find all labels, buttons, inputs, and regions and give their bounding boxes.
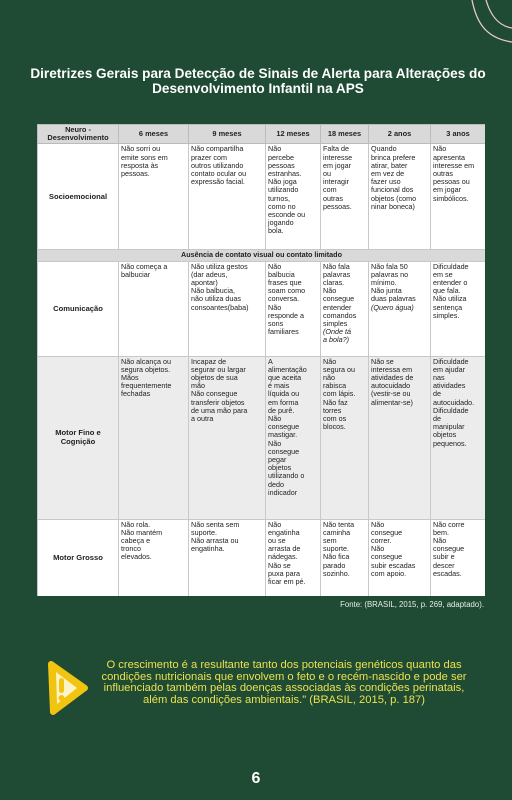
cell-text-line: sozinho.	[323, 568, 350, 578]
cell-text-line: indicador	[268, 487, 298, 497]
table-row-motor-grosso	[38, 519, 486, 596]
cell-text-line: Não balbucia,	[191, 286, 235, 296]
cell-text-line: Mãos	[121, 373, 139, 383]
table-cell	[119, 144, 189, 250]
cell-text-line: subir e	[433, 552, 455, 562]
cell-text-line: prazer com	[191, 152, 227, 162]
cell-text-line: bem.	[433, 527, 449, 537]
table-cell	[266, 261, 321, 356]
cell-text-line: turnos,	[268, 193, 290, 203]
table-cell	[369, 261, 431, 356]
cell-text-line: suporte.	[191, 527, 217, 537]
cell-text-line: tronco	[121, 544, 141, 554]
table-cell	[369, 144, 431, 250]
cell-text-line: emite sons em	[121, 152, 168, 162]
cell-text-line: Não	[268, 302, 282, 312]
cell-text-line: Cognição	[60, 436, 96, 446]
cell-text-line: Não compartilha	[191, 144, 244, 154]
cell-text-line: elevados.	[121, 552, 152, 562]
cell-text-line: ficar em pé.	[268, 577, 306, 587]
table-cell	[321, 261, 369, 356]
cell-text-line: consegue	[323, 294, 355, 304]
cell-text-line: nádegas.	[268, 552, 298, 562]
cell-text-line: não	[323, 373, 335, 383]
cell-text-line: bola.	[268, 226, 284, 236]
table-cell	[431, 519, 486, 596]
cell-text-line: objetos (como	[371, 193, 417, 203]
cell-text-line: autocuidado	[371, 381, 411, 391]
cell-text-line: outras	[323, 193, 343, 203]
cell-text-line: Não tenta	[323, 519, 355, 529]
cell-text-line: ou	[323, 169, 331, 179]
cell-text-line: simples	[323, 319, 348, 329]
cell-text-line: pessoas.	[121, 169, 150, 179]
cell-text-line: dedo	[268, 479, 284, 489]
cell-text-line: interagir	[323, 177, 349, 187]
cell-text-line: alimentar-se)	[371, 397, 413, 407]
cell-text-line: atividades de	[371, 373, 414, 383]
cell-text-line: Não mantém	[121, 527, 163, 537]
cell-text-line: mastigar.	[268, 430, 298, 440]
cell-text-line: apresenta	[433, 152, 465, 162]
cell-text-line: interesse em	[433, 160, 475, 170]
cell-text-line: em forma	[268, 397, 299, 407]
cell-text-line: manipular	[433, 422, 465, 432]
cell-text-line: Não alcança ou	[121, 356, 171, 366]
header-3-anos: 3 anos	[431, 125, 486, 144]
table-cell	[119, 261, 189, 356]
cell-text-line: Neuro -	[65, 126, 91, 134]
cell-text-line: familiares	[268, 327, 299, 337]
cell-text-line: Falta de	[323, 144, 349, 154]
cell-text-line: caminha	[323, 527, 351, 537]
header-12-meses: 12 meses	[266, 125, 321, 144]
source-citation: Fonte: (BRASIL, 2015, p. 269, adaptado).	[340, 600, 484, 609]
cell-text-line: Quando	[371, 144, 397, 154]
cell-text-line: rabisca	[323, 381, 347, 391]
quote-text: O crescimento é a resultante tanto dos potenciais genéticos quanto das condições nutricionais que envolvem o feto e o recém-nascido e pode ser influenciado também pelas doenças associadas às condições perinatais, além das condições ambientais." (BRASIL, 2015, p. 187)	[101, 659, 467, 706]
cell-text-line: suporte.	[323, 544, 349, 554]
table-cell	[189, 144, 266, 250]
table-cell	[266, 519, 321, 596]
cell-text-line: pegar	[268, 455, 287, 465]
cell-text-line: frequentemente	[121, 381, 172, 391]
cell-text-line: balbuciar	[121, 269, 151, 279]
cell-text-line: com lápis.	[323, 389, 356, 399]
cell-text-line: responde a	[268, 310, 304, 320]
cell-text-line: (Onde tá	[323, 327, 351, 337]
cell-text-line: Não	[323, 286, 337, 296]
cell-text-line: (dar adeus,	[191, 269, 228, 279]
cell-text-line: duas palavras	[371, 294, 416, 304]
cell-text-line: Não	[268, 438, 282, 448]
cell-text-line: de	[433, 389, 441, 399]
cell-text-line: Não se	[268, 560, 291, 570]
cell-text-line: pessoas	[268, 160, 295, 170]
table-cell	[189, 356, 266, 519]
cell-text-line: que aceita	[268, 373, 302, 383]
cell-text-line: consegue	[371, 527, 403, 537]
page-title: Diretrizes Gerais para Detecção de Sinais de Alerta para Alterações do Desenvolvimento Infantil na APS	[30, 66, 486, 96]
cell-text-line: frases que	[268, 278, 302, 288]
cell-text-line: fazer uso	[371, 177, 401, 187]
cell-text-line: entender	[323, 302, 352, 312]
cell-text-line: mão	[191, 381, 205, 391]
cell-text-line: ninar boneca)	[371, 201, 415, 211]
cell-text-line: comandos	[323, 310, 357, 320]
cell-text-line: balbucia	[268, 269, 295, 279]
warning-triangle-icon	[45, 658, 89, 718]
cell-text-line: interesse	[323, 152, 353, 162]
table-cell	[266, 144, 321, 250]
cell-text-line: Não utiliza gestos	[191, 261, 248, 271]
cell-text-line: Não arrasta ou	[191, 536, 239, 546]
cell-text-line: Não faz	[323, 397, 348, 407]
cell-text-line: atirar, bater	[371, 160, 408, 170]
header-9-meses: 9 meses	[189, 125, 266, 144]
cell-text-line: cabeça e	[121, 536, 151, 546]
cell-text-line: mínimo.	[371, 278, 397, 288]
cell-text-line: como no	[268, 201, 296, 211]
cell-text-line: Não joga	[268, 177, 297, 187]
cell-text-line: Não	[371, 519, 385, 529]
table-cell	[369, 356, 431, 519]
cell-text-line: em jogar	[323, 160, 351, 170]
cell-text-line: Dificuldade	[433, 261, 469, 271]
cell-text-line: simples.	[433, 310, 460, 320]
cell-text-line: correr.	[371, 536, 392, 546]
cell-text-line: funcional dos	[371, 185, 414, 195]
cell-text-line: a bola?)	[323, 335, 349, 345]
cell-text-line: brinca prefere	[371, 152, 416, 162]
cell-text-line: objetos de sua	[191, 373, 238, 383]
cell-text-line: Não	[323, 356, 337, 366]
table-cell	[431, 144, 486, 250]
cell-text-line: Não começa a	[121, 261, 168, 271]
row-label	[38, 519, 119, 596]
cell-text-line: alimentação	[268, 364, 307, 374]
cell-text-line: puxa para	[268, 568, 300, 578]
header-domain	[38, 125, 119, 144]
cell-text-line: consegue	[268, 422, 300, 432]
row-label	[38, 261, 119, 356]
row-label	[38, 356, 119, 519]
cell-text-line: entender o	[433, 278, 468, 288]
cell-text-line: com os	[323, 414, 347, 424]
cell-text-line: Não rola.	[121, 519, 151, 529]
cell-text-line: jogando	[268, 218, 294, 228]
cell-text-line: fechadas	[121, 389, 151, 399]
cell-text-line: engatinha.	[191, 544, 225, 554]
cell-text-line: subir escadas	[371, 560, 416, 570]
cell-text-line: Não	[433, 536, 447, 546]
cell-text-line: contato ocular ou	[191, 169, 247, 179]
cell-text-line: que fala.	[433, 286, 461, 296]
cell-text-line: Incapaz de	[191, 356, 227, 366]
cell-text-line: Não junta	[371, 286, 402, 296]
cell-text-line: a outra	[191, 414, 214, 424]
cell-text-line: Comunicação	[53, 303, 103, 313]
cell-text-line: Não	[433, 144, 447, 154]
cell-text-line: parado	[323, 560, 346, 570]
cell-text-line: Não se	[371, 356, 394, 366]
cell-text-line: escadas.	[433, 568, 462, 578]
cell-text-line: torres	[323, 405, 342, 415]
cell-text-line: é mais	[268, 381, 290, 391]
cell-text-line: outras	[433, 169, 453, 179]
development-table	[37, 124, 485, 596]
cell-text-line: de purê.	[268, 405, 295, 415]
cell-text-line: interessa em	[371, 364, 413, 374]
cell-text-line: em se	[433, 269, 453, 279]
cell-text-line: consegue	[371, 552, 403, 562]
cell-text-line: Não fala	[323, 261, 350, 271]
header-6-meses: 6 meses	[119, 125, 189, 144]
table-cell	[119, 356, 189, 519]
cell-text-line: consoantes(baba)	[191, 302, 249, 312]
table-cell	[266, 356, 321, 519]
cell-text-line: Não	[371, 544, 385, 554]
table-row-socioemocional	[38, 144, 486, 250]
cell-text-line: segura objetos.	[121, 364, 171, 374]
cell-text-line: Não	[268, 144, 282, 154]
table-row-absence	[38, 250, 486, 261]
cell-text-line: utilizando o	[268, 471, 305, 481]
cell-text-line: Não senta sem	[191, 519, 240, 529]
cell-text-line: com apoio.	[371, 568, 407, 578]
cell-text-line: em ajudar	[433, 364, 465, 374]
cell-text-line: não utiliza duas	[191, 294, 241, 304]
cell-text-line: pessoas.	[323, 201, 352, 211]
cell-text-line: simbólicos.	[433, 193, 469, 203]
cell-text-line: Motor Fino e	[55, 428, 101, 438]
cell-text-line: outros utilizando	[191, 160, 244, 170]
cell-text-line: líquida ou	[268, 389, 300, 399]
cell-text-line: pequenos.	[433, 438, 467, 448]
table-row-motor-fino	[38, 356, 486, 519]
cell-text-line: estranhas.	[268, 169, 302, 179]
cell-text-line: Não corre	[433, 519, 465, 529]
header-18-meses: 18 meses	[321, 125, 369, 144]
table-cell	[189, 261, 266, 356]
table-cell	[189, 519, 266, 596]
cell-text-line: esconde ou	[268, 210, 306, 220]
table-cell	[369, 519, 431, 596]
table-cell	[431, 261, 486, 356]
cell-text-line: palavras	[323, 269, 351, 279]
cell-text-line: Não fica	[323, 552, 350, 562]
cell-text-line: arrasta de	[268, 544, 301, 554]
cell-text-line: em jogar	[433, 185, 461, 195]
cell-text-line: sentença	[433, 302, 463, 312]
table-cell	[321, 144, 369, 250]
cell-text-line: Não	[268, 519, 282, 529]
cell-text-line: (vestir-se ou	[371, 389, 411, 399]
cell-text-line: soam como	[268, 286, 306, 296]
cell-text-line: apontar)	[191, 278, 218, 288]
cell-text-line: descer	[433, 560, 455, 570]
cell-text-line: atividades	[433, 381, 466, 391]
absence-cell: Ausência de contato visual ou contato limitado	[38, 250, 486, 261]
cell-text-line: segurar ou largar	[191, 364, 246, 374]
cell-text-line: Não utiliza	[433, 294, 467, 304]
cell-text-line: em vez de	[371, 169, 405, 179]
cell-text-line: pessoas ou	[433, 177, 470, 187]
cell-text-line: Não sorri ou	[121, 144, 161, 154]
cell-text-line: conversa.	[268, 294, 300, 304]
cell-text-line: resposta às	[121, 160, 159, 170]
cell-text-line: Não	[268, 261, 282, 271]
cell-text-line: palavras no	[371, 269, 409, 279]
cell-text-line: objetos	[268, 463, 292, 473]
cell-text-line: consegue	[433, 544, 465, 554]
cell-text-line: objetos	[433, 430, 457, 440]
cell-text-line: percebe	[268, 152, 294, 162]
header-2-anos: 2 anos	[369, 125, 431, 144]
cell-text-line: com	[323, 185, 337, 195]
cell-text-line: utilizando	[268, 185, 299, 195]
page-number: 6	[251, 770, 261, 787]
cell-text-line: nas	[433, 373, 445, 383]
cell-text-line: expressão facial.	[191, 177, 245, 187]
cell-text-line: Desenvolvimento	[47, 133, 109, 143]
cell-text-line: consegue	[268, 446, 300, 456]
cell-text-line: segura ou	[323, 364, 355, 374]
cell-text-line: de uma mão para	[191, 405, 248, 415]
table-row-comunicacao	[38, 261, 486, 356]
cell-text-line: claras.	[323, 278, 345, 288]
cell-text-line: engatinha	[268, 527, 300, 537]
table-cell	[321, 519, 369, 596]
cell-text-line: Não consegue	[191, 389, 238, 399]
cell-text-line: ou se	[268, 536, 286, 546]
cell-text-line: sons	[268, 319, 284, 329]
cell-text-line: Dificuldade	[433, 356, 469, 366]
cell-text-line: Não	[268, 414, 282, 424]
row-label	[38, 144, 119, 250]
table-cell	[321, 356, 369, 519]
table-cell	[119, 519, 189, 596]
cell-text-line: de	[433, 414, 441, 424]
table-cell	[431, 356, 486, 519]
cell-text-line: autocuidado.	[433, 397, 475, 407]
cell-text-line: Socioemocional	[48, 191, 108, 201]
cell-text-line: (Quero água)	[371, 302, 414, 312]
table-header-row	[38, 125, 486, 144]
cell-text-line: Motor Grosso	[53, 553, 103, 562]
cell-text-line: Não fala 50	[371, 261, 408, 271]
cell-text-line: Dificuldade	[433, 405, 469, 415]
cell-text-line: sem	[323, 536, 337, 546]
cell-text-line: blocos.	[323, 422, 346, 432]
cell-text-line: transferir objetos	[191, 397, 245, 407]
cell-text-line: A	[268, 356, 273, 366]
